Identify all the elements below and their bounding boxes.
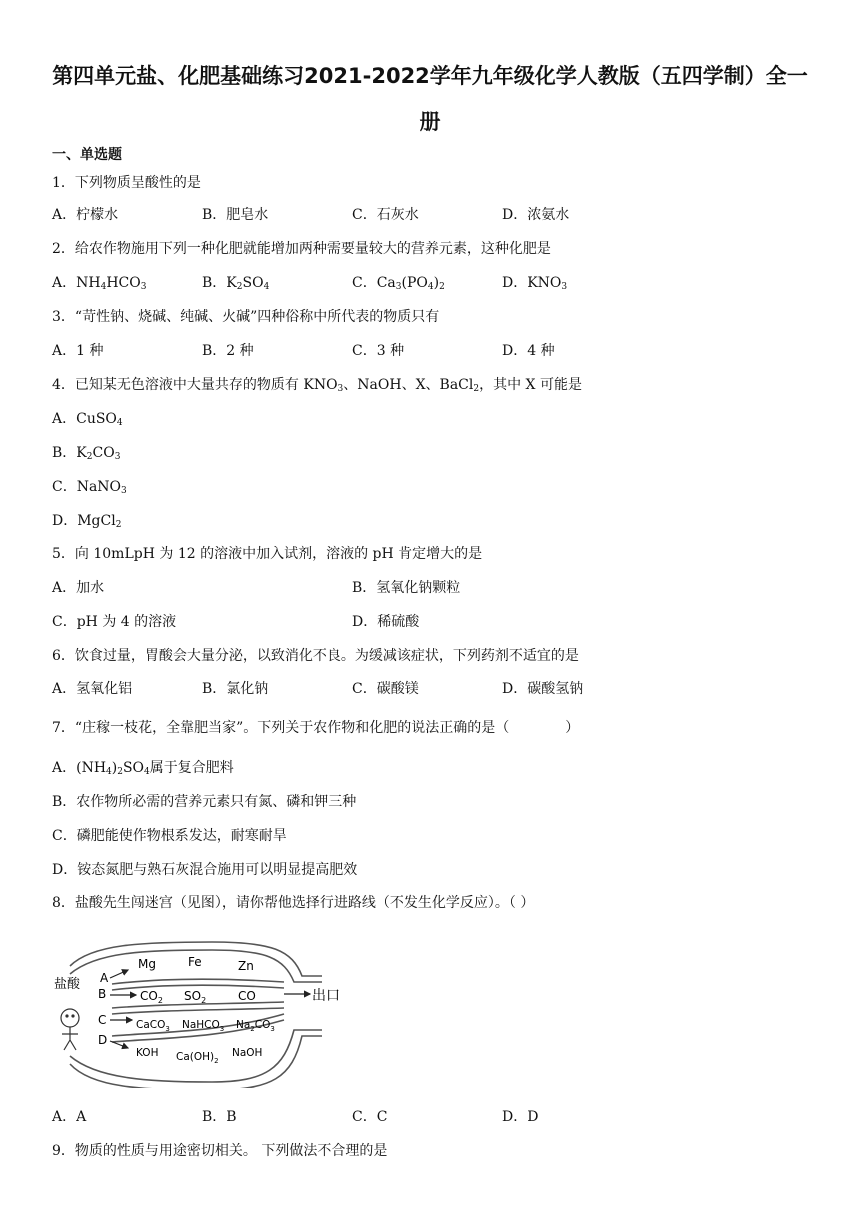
q3-option-a: A．1 种 bbox=[52, 343, 104, 359]
q6-option-d: D．碳酸氢钠 bbox=[502, 681, 584, 697]
q5-option-d: D．稀硫酸 bbox=[352, 614, 420, 630]
q8-option-a: A．A bbox=[52, 1109, 87, 1125]
maze-zn: Zn bbox=[238, 959, 254, 973]
maze-caoh2: $Ca(OH)_2$ bbox=[176, 1051, 219, 1065]
question-8: 8．盐酸先生闯迷宫（见图），请你帮他选择行进路线（不发生化学反应）。（ ） bbox=[52, 895, 535, 911]
q2-option-c: C．$Ca_3(PO_4)_2$ bbox=[352, 275, 445, 292]
q6-option-b: B．氯化钠 bbox=[202, 681, 269, 697]
question-1: 1．下列物质呈酸性的是 bbox=[52, 175, 201, 191]
q2-option-a: A．$NH_4HCO_3$ bbox=[52, 275, 147, 292]
q7-option-b: B．农作物所必需的营养元素只有氮、磷和钾三种 bbox=[52, 794, 357, 810]
q1-option-b: B．肥皂水 bbox=[202, 207, 269, 223]
route-c-label: C bbox=[98, 1013, 107, 1027]
q6-option-a: A．氢氧化铝 bbox=[52, 681, 133, 697]
q3-option-b: B．2 种 bbox=[202, 343, 254, 359]
q2-option-b: B．$K_2SO_4$ bbox=[202, 275, 270, 292]
maze-koh: KOH bbox=[136, 1047, 159, 1059]
maze-so2: $SO_2$ bbox=[184, 989, 207, 1005]
q8-option-c: C．C bbox=[352, 1109, 388, 1125]
hcl-label: 盐酸 bbox=[54, 977, 81, 992]
q6-option-c: C．碳酸镁 bbox=[352, 681, 419, 697]
q4-option-a: A．CuSO$_4$ bbox=[52, 411, 123, 428]
maze-mg: Mg bbox=[138, 957, 156, 971]
question-6: 6．饮食过量，胃酸会大量分泌，以致消化不良。为缓减该症状，下列药剂不适宜的是 bbox=[52, 648, 579, 664]
q1-option-a: A．柠檬水 bbox=[52, 207, 119, 223]
question-5: 5．向 10mLpH 为 12 的溶液中加入试剂，溶液的 pH 肯定增大的是 bbox=[52, 546, 483, 562]
question-9: 9．物质的性质与用途密切相关。 下列做法不合理的是 bbox=[52, 1143, 388, 1159]
q4-option-b: B．$K_2CO_3$ bbox=[52, 445, 121, 462]
q7-option-d: D．铵态氮肥与熟石灰混合施用可以明显提高肥效 bbox=[52, 862, 358, 878]
maze-fe: Fe bbox=[188, 955, 202, 969]
q5-option-c: C．pH 为 4 的溶液 bbox=[52, 614, 177, 630]
q4-option-d: D．MgCl$_2$ bbox=[52, 513, 122, 530]
section-heading: 一、单选题 bbox=[52, 147, 122, 163]
question-2: 2．给农作物施用下列一种化肥就能增加两种需要量较大的营养元素，这种化肥是 bbox=[52, 241, 551, 257]
q1-option-d: D．浓氨水 bbox=[502, 207, 570, 223]
exit-label: 出口 bbox=[312, 988, 340, 1004]
route-b-label: B bbox=[98, 987, 107, 1001]
q5-option-b: B．氢氧化钠颗粒 bbox=[352, 580, 461, 596]
document-title: 第四单元盐、化肥基础练习2021-2022学年九年级化学人教版（五四学制）全一 bbox=[52, 64, 808, 88]
maze-naoh: NaOH bbox=[232, 1047, 263, 1059]
question-4: 4．已知某无色溶液中大量共存的物质有 $KNO_3$、NaOH、X、BaCl$_2$，其中 X 可能是 bbox=[52, 377, 582, 394]
q7-option-a: A．$(NH_4)_2SO_4$属于复合肥料 bbox=[52, 760, 234, 777]
q2-option-d: D．$KNO_3$ bbox=[502, 275, 568, 292]
q7-option-c: C．磷肥能使作物根系发达，耐寒耐旱 bbox=[52, 828, 287, 844]
maze-co2: $CO_2$ bbox=[140, 989, 163, 1005]
maze-na2co3: $Na_2CO_3$ bbox=[236, 1019, 275, 1033]
q3-option-d: D．4 种 bbox=[502, 343, 555, 359]
maze-caco3: CaCO$_3$ bbox=[136, 1019, 170, 1033]
q5-option-a: A．加水 bbox=[52, 580, 105, 596]
maze-co: CO bbox=[238, 989, 256, 1003]
maze-diagram bbox=[52, 938, 352, 1088]
maze-nahco3: NaHCO$_3$ bbox=[182, 1019, 225, 1033]
q8-option-d: D．D bbox=[502, 1109, 539, 1125]
document-title-continued: 册 bbox=[419, 110, 441, 134]
q1-option-c: C．石灰水 bbox=[352, 207, 419, 223]
route-d-label: D bbox=[98, 1033, 108, 1047]
hcl-character-icon bbox=[61, 1009, 79, 1050]
route-a-label: A bbox=[100, 971, 109, 985]
question-7: 7．“庄稼一枝花，全靠肥当家”。下列关于农作物和化肥的说法正确的是（ ） bbox=[52, 720, 580, 736]
q3-option-c: C．3 种 bbox=[352, 343, 405, 359]
q4-option-c: C．NaNO$_3$ bbox=[52, 479, 127, 496]
q8-option-b: B．B bbox=[202, 1109, 237, 1125]
question-3: 3．“苛性钠、烧碱、纯碱、火碱”四种俗称中所代表的物质只有 bbox=[52, 309, 440, 325]
